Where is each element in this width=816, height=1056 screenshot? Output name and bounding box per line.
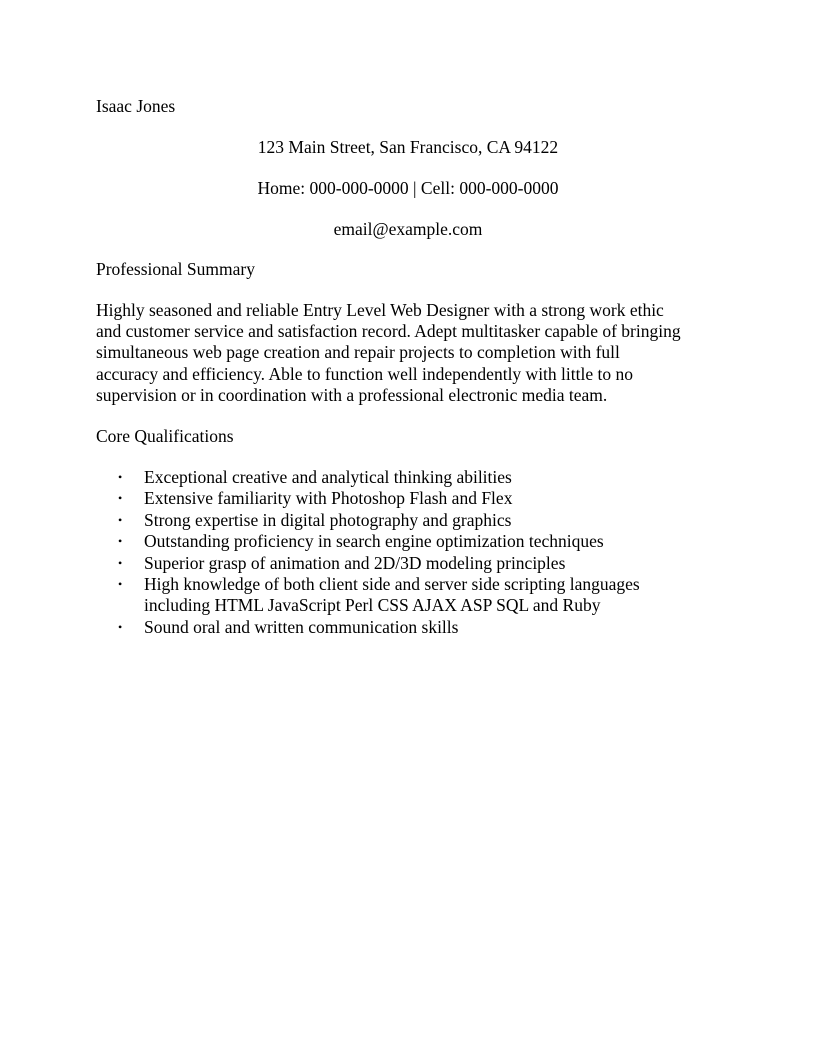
summary-line: supervision or in coordination with a professional electronic media team. — [96, 384, 608, 405]
summary-line: accuracy and efficiency. Able to function well independently with little to no — [96, 363, 633, 384]
summary-paragraph — [96, 300, 736, 406]
bullet-icon: • — [118, 555, 123, 570]
summary-line: simultaneous web page creation and repair projects to completion with full — [96, 342, 620, 363]
summary-line: Highly seasoned and reliable Entry Level Web Designer with a strong work ethic — [96, 300, 664, 320]
bullet-icon: • — [118, 619, 123, 634]
qualification-text: High knowledge of both client side and server side scripting languages — [144, 574, 640, 595]
qualification-item — [96, 467, 716, 488]
qualification-item — [96, 574, 716, 617]
qualification-text: Exceptional creative and analytical thinking abilities — [144, 467, 512, 487]
qualification-item — [96, 510, 716, 531]
qualifications-heading: Core Qualifications — [96, 426, 234, 446]
qualification-text: Strong expertise in digital photography and graphics — [144, 509, 512, 530]
qualification-text: Superior grasp of animation and 2D/3D modeling principles — [144, 552, 566, 573]
qualification-item — [96, 531, 716, 552]
qualification-item — [96, 553, 716, 574]
phone-line — [0, 178, 816, 199]
bullet-icon: • — [118, 470, 123, 484]
qualification-item — [96, 488, 716, 509]
email-line — [0, 219, 816, 240]
bullet-icon: • — [118, 512, 123, 527]
applicant-name: Isaac Jones — [96, 96, 176, 116]
phone-text: Home: 000-000-0000 | Cell: 000-000-0000 — [257, 178, 559, 198]
qualification-text-continued: including HTML JavaScript Perl CSS AJAX ASP SQL and Ruby — [144, 595, 601, 616]
qualifications-list — [96, 467, 716, 638]
qualification-item — [96, 617, 716, 638]
summary-line: and customer service and satisfaction record. Adept multitasker capable of bringing — [96, 321, 681, 342]
bullet-icon: • — [118, 577, 123, 592]
address-line — [0, 137, 816, 158]
summary-heading: Professional Summary — [96, 259, 255, 279]
qualification-text: Sound oral and written communication skills — [144, 616, 459, 637]
address-text: 123 Main Street, San Francisco, CA 94122 — [257, 137, 559, 157]
bullet-icon: • — [118, 534, 123, 549]
email-text: email@example.com — [333, 219, 483, 239]
qualification-text: Extensive familiarity with Photoshop Flash and Flex — [144, 488, 513, 509]
qualification-text: Outstanding proficiency in search engine optimization techniques — [144, 531, 604, 552]
bullet-icon: • — [118, 491, 123, 506]
